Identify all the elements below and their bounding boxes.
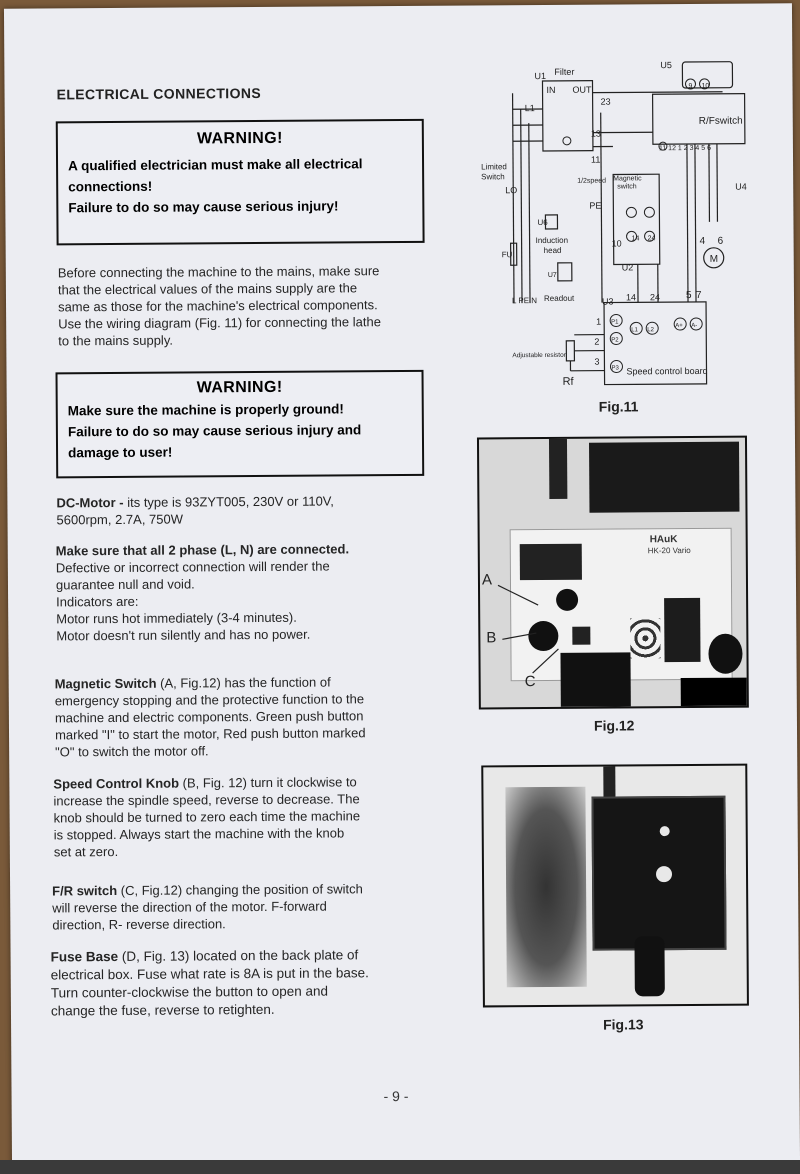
machine-bed xyxy=(681,678,747,706)
callout-b: B xyxy=(486,629,497,647)
section-title: ELECTRICAL CONNECTIONS xyxy=(56,84,262,103)
label-head: head xyxy=(543,245,562,256)
text-line: to the mains supply. xyxy=(58,332,173,349)
text-line: "O" to switch the motor off. xyxy=(55,743,209,760)
callout-c: C xyxy=(524,673,536,691)
warning-line: Failure to do so may cause serious injury and xyxy=(67,422,362,440)
label-u1: U1 xyxy=(534,70,546,82)
front-panel xyxy=(664,598,700,662)
screw-hole xyxy=(660,826,670,836)
dc-motor-term: DC-Motor - xyxy=(56,494,124,511)
machine-base xyxy=(560,652,630,706)
label-a-plus: A+ xyxy=(675,323,683,330)
label-2: 2 xyxy=(594,336,600,347)
label-u7: U7 xyxy=(547,271,557,279)
adjustable-resistor xyxy=(566,341,574,361)
text-line: marked "I" to start the motor, Red push button marked xyxy=(54,725,366,743)
button-grid xyxy=(630,618,660,658)
label-1: 1 xyxy=(596,316,602,327)
warning-line: connections! xyxy=(68,178,153,195)
label-10: 10 xyxy=(701,82,710,90)
label-filter: Filter xyxy=(554,66,575,77)
fr-switch-paragraph xyxy=(52,880,412,934)
label-readout: Readout xyxy=(543,293,575,304)
label-14: 14 xyxy=(631,235,640,243)
machine-head-shadow xyxy=(589,442,739,513)
label-7: 7 xyxy=(695,289,702,301)
dark-shadow-area xyxy=(505,787,586,988)
brand-label: HAuK xyxy=(649,534,678,546)
cable-gland xyxy=(634,936,664,996)
label-13: 13 xyxy=(590,128,601,139)
warning-title: WARNING! xyxy=(196,378,283,397)
readout-box xyxy=(558,263,572,281)
text-line: machine and electric components. Green push button xyxy=(54,708,364,726)
label-9: 9 xyxy=(688,82,693,90)
warning-box-ground xyxy=(56,370,425,479)
fr-switch-term: F/R switch xyxy=(52,882,118,899)
handwheel xyxy=(708,634,742,674)
label-half-speed: 1/2speed xyxy=(577,177,607,185)
label-l1: L1 xyxy=(524,103,535,114)
label-in: IN xyxy=(546,84,556,95)
fig11-caption: Fig.11 xyxy=(598,398,639,415)
label-u5: U5 xyxy=(660,60,672,71)
label-adjustable-resistor: Adjustable resistor xyxy=(512,351,566,360)
label-10b: 10 xyxy=(611,238,622,249)
label-limited: Limited xyxy=(481,162,507,172)
callout-a: A xyxy=(481,571,493,589)
text-line: Motor doesn't run silently and has no power. xyxy=(56,626,311,644)
warning-line: Make sure the machine is properly ground! xyxy=(67,401,344,419)
label-speed-control-board: Speed control board xyxy=(626,365,708,377)
label-rfswitch: R/Fswitch xyxy=(698,115,743,127)
intro-paragraph xyxy=(58,262,409,349)
bottom-edge xyxy=(0,1160,800,1174)
warning-title: WARNING! xyxy=(196,129,283,148)
text-line: knob should be turned to zero each time the machine xyxy=(53,808,361,826)
fig13-caption: Fig.13 xyxy=(603,1016,644,1033)
text-line: electrical box. Fuse what rate is 8A is put in the base. xyxy=(50,965,369,983)
text-line: Use the wiring diagram (Fig. 11) for connecting the lathe xyxy=(58,314,381,332)
dc-motor-paragraph xyxy=(56,492,406,528)
warning-line: A qualified electrician must make all electrical xyxy=(68,156,363,174)
label-11: 11 xyxy=(590,154,601,165)
label-3: 3 xyxy=(594,356,600,367)
text-line: Before connecting the machine to the mains, make sure xyxy=(57,263,380,281)
label-p2: P2 xyxy=(611,337,619,344)
text-line: increase the spindle speed, reverse to decrease. The xyxy=(53,791,360,809)
text-line: emergency stopping and the protective function to the xyxy=(54,691,365,709)
text-line: its type is 93ZYT005, 230V or 110V, xyxy=(123,493,334,510)
text-line: Turn counter-clockwise the button to open and xyxy=(50,983,329,1001)
fig12-caption: Fig.12 xyxy=(593,717,635,734)
callout-lines xyxy=(488,575,569,676)
fuse-base-term: Fuse Base xyxy=(50,948,119,965)
text-line: direction, R- reverse direction. xyxy=(52,916,226,933)
label-l1-terminal: L1 xyxy=(631,327,638,334)
label-p3: P3 xyxy=(611,365,619,372)
label-terminal-numbers: 11 12 1 2 3 4 5 6 xyxy=(658,144,712,153)
label-24b: 24 xyxy=(649,292,661,303)
label-u2: U2 xyxy=(621,262,634,273)
text-line: 5600rpm, 2.7A, 750W xyxy=(56,511,184,528)
text-line: same as those for the machine's electrical components. xyxy=(57,297,378,315)
phase-paragraph xyxy=(56,540,412,644)
text-line: guarantee null and void. xyxy=(55,576,195,593)
fuse-base-hole xyxy=(656,866,672,882)
label-24: 24 xyxy=(647,235,656,243)
speed-knob-paragraph xyxy=(53,773,412,860)
label-l2: L2 xyxy=(647,327,654,334)
label-p1: P1 xyxy=(611,319,619,326)
label-5: 5 xyxy=(685,289,692,302)
manual-page xyxy=(4,3,800,1168)
speed-knob-term: Speed Control Knob xyxy=(53,775,180,792)
text-line: set at zero. xyxy=(53,843,119,860)
fig13-photo xyxy=(481,764,749,1008)
text-line: change the fuse, reverse to retighten. xyxy=(50,1001,275,1019)
text-line: that the electrical values of the mains supply are the xyxy=(57,280,358,298)
label-rf: Rf xyxy=(562,375,574,388)
text-line: Indicators are: xyxy=(56,593,139,610)
label-magnetic-switch: switch xyxy=(617,183,637,191)
machine-column xyxy=(549,439,567,499)
magnetic-switch-term: Magnetic Switch xyxy=(54,675,157,692)
warning-line: damage to user! xyxy=(68,444,173,461)
text-line: (A, Fig.12) has the function of xyxy=(156,674,331,691)
label-pe: PE xyxy=(589,200,602,211)
text-line: (D, Fig. 13) located on the back plate of xyxy=(118,947,359,964)
label-l-pe-n: L PE N xyxy=(511,296,538,306)
text-line: (C, Fig.12) changing the position of switch xyxy=(117,881,363,898)
label-14b: 14 xyxy=(625,292,637,303)
warning-box-electrician xyxy=(56,119,425,246)
page-number: - 9 - xyxy=(383,1087,409,1105)
fr-switch xyxy=(572,627,590,645)
label-u3: U3 xyxy=(601,296,614,307)
label-magnetic: Magnetic xyxy=(613,175,642,183)
warning-line: Failure to do so may cause serious injury! xyxy=(68,198,339,216)
label-out: OUT xyxy=(572,84,592,95)
label-fu: FU xyxy=(501,250,513,260)
label-a-minus: A- xyxy=(691,322,698,329)
text-line: will reverse the direction of the motor. F-forward xyxy=(52,898,327,916)
label-u6: U6 xyxy=(537,217,548,228)
cable xyxy=(603,767,615,797)
text-line: is stopped. Always start the machine with the knob xyxy=(53,825,345,843)
fuse-base-paragraph xyxy=(51,946,413,1021)
label-induction: Induction xyxy=(535,235,569,246)
wiring-diagram xyxy=(472,51,764,393)
model-label: HK-20 Vario xyxy=(647,545,691,556)
text-line: (B, Fig. 12) turn it clockwise to xyxy=(178,774,357,791)
phase-warning: Make sure that all 2 phase (L, N) are connected. xyxy=(55,541,350,559)
label-23: 23 xyxy=(600,96,611,107)
label-switch: Switch xyxy=(481,172,505,182)
motor-label: M xyxy=(709,253,719,265)
text-line: Motor runs hot immediately (3-4 minutes). xyxy=(56,609,297,627)
label-6: 6 xyxy=(717,235,724,247)
label-lo: LO xyxy=(505,185,518,196)
label-u4: U4 xyxy=(735,181,747,192)
magnetic-switch-paragraph xyxy=(55,673,412,760)
label-4: 4 xyxy=(699,235,706,247)
text-line: Defective or incorrect connection will render the xyxy=(55,558,330,576)
